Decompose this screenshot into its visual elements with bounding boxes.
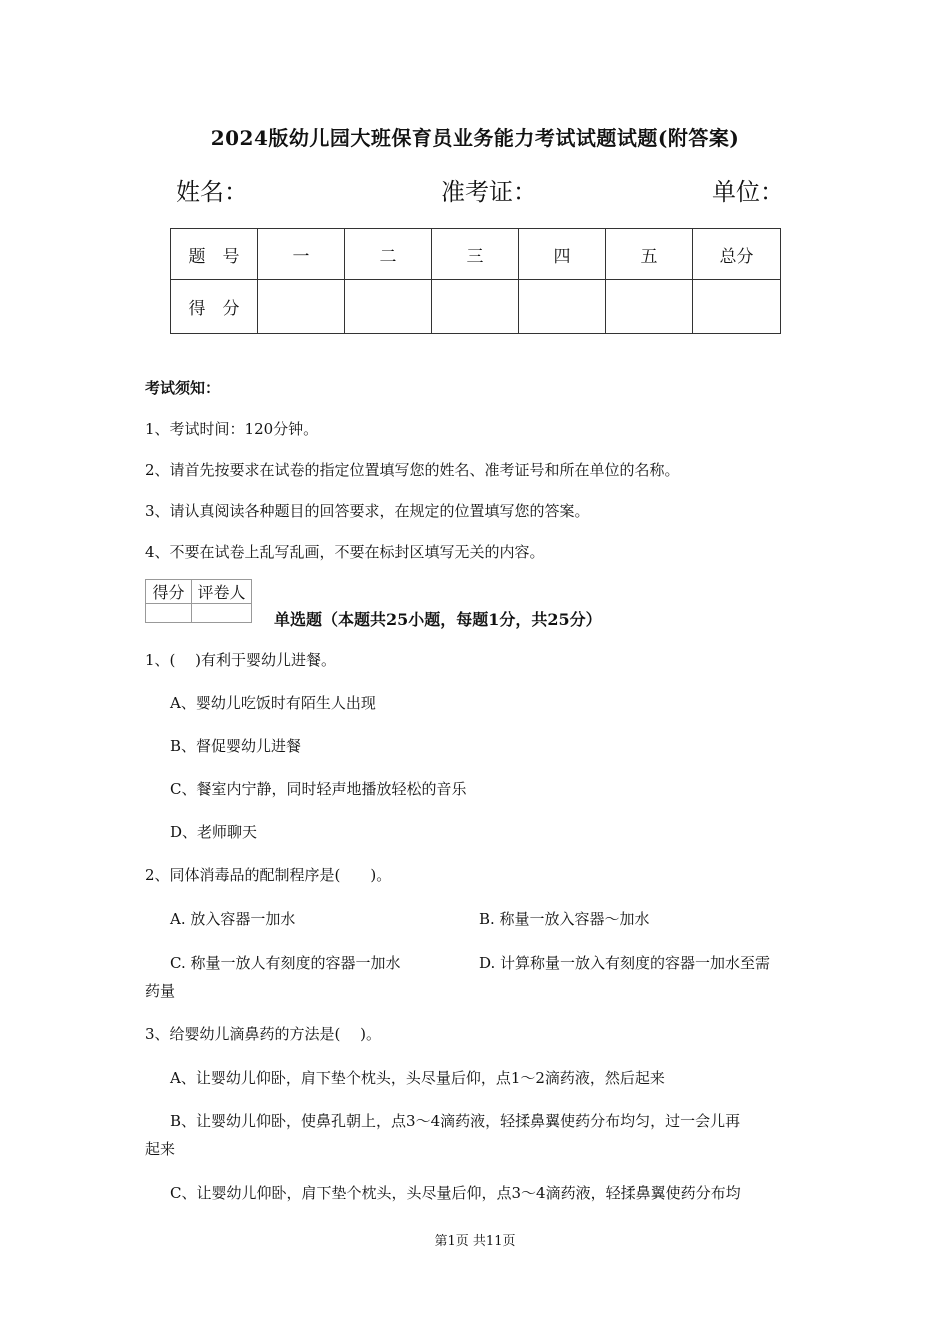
score-row-label: 得 分	[171, 280, 258, 334]
score-cell	[345, 280, 432, 334]
instruction-item: 4、不要在试卷上乱写乱画，不要在标封区填写无关的内容。	[145, 543, 545, 561]
grader-box	[145, 579, 252, 623]
grader-box-score-cell	[146, 604, 192, 623]
section-title: 单选题（本题共25小题，每题1分，共25分）	[274, 610, 602, 629]
score-table-header-cell: 四	[519, 229, 606, 280]
answer-option: A、让婴幼儿仰卧，肩下垫个枕头，头尽量后仰，点1～2滴药液，然后起来	[170, 1069, 665, 1087]
score-table-header-cell: 总分	[693, 229, 781, 280]
score-cell	[258, 280, 345, 334]
question-stem: 2、同体消毒品的配制程序是( )。	[145, 866, 392, 884]
score-cell	[519, 280, 606, 334]
score-table-header-cell: 题 号	[171, 229, 258, 280]
instruction-item: 1、考试时间：120分钟。	[145, 420, 319, 438]
grader-box-score-label: 得分	[146, 580, 192, 604]
document-title: 2024版幼儿园大班保育员业务能力考试试题试题(附答案)	[210, 126, 740, 150]
page-footer: 第1页 共11页	[434, 1234, 516, 1249]
score-table-header-cell: 三	[432, 229, 519, 280]
instruction-item: 3、请认真阅读各种题目的回答要求，在规定的位置填写您的答案。	[145, 502, 590, 520]
answer-option: B、督促婴幼儿进餐	[170, 737, 302, 755]
score-cell	[432, 280, 519, 334]
score-table-header-cell: 五	[606, 229, 693, 280]
score-table-header-cell: 二	[345, 229, 432, 280]
answer-option-continuation: 起来	[145, 1140, 176, 1158]
instruction-item: 2、请首先按要求在试卷的指定位置填写您的姓名、准考证号和所在单位的名称。	[145, 461, 680, 479]
answer-option: C. 称量一放人有刻度的容器一加水	[170, 954, 401, 972]
score-table-header-row	[171, 229, 781, 280]
instructions-heading: 考试须知：	[145, 379, 221, 397]
answer-option: B. 称量一放入容器～加水	[479, 910, 650, 928]
score-cell	[693, 280, 781, 334]
question-stem: 1、( )有利于婴幼儿进餐。	[145, 651, 337, 669]
answer-option: B、让婴幼儿仰卧，使鼻孔朝上，点3～4滴药液，轻揉鼻翼使药分布均匀，过一会儿再	[170, 1112, 741, 1130]
score-cell	[606, 280, 693, 334]
score-table	[170, 228, 781, 334]
question-stem: 3、给婴幼儿滴鼻药的方法是( )。	[145, 1025, 382, 1043]
answer-option: C、让婴幼儿仰卧，肩下垫个枕头，头尽量后仰，点3～4滴药液，轻揉鼻翼使药分布均	[170, 1184, 741, 1202]
score-table-header-cell: 一	[258, 229, 345, 280]
answer-option: D. 计算称量一放入有刻度的容器一加水至需	[479, 954, 771, 972]
grader-box-grader-cell	[192, 604, 252, 623]
score-table-score-row	[171, 280, 781, 334]
grader-box-grader-label: 评卷人	[192, 580, 252, 604]
answer-option: D、老师聊天	[170, 823, 258, 841]
exam-number-field-label: 准考证：	[441, 178, 537, 206]
answer-option: A、婴幼儿吃饭时有陌生人出现	[170, 694, 376, 712]
answer-option: A. 放入容器一加水	[170, 910, 296, 928]
answer-option-continuation: 药量	[145, 982, 176, 1000]
answer-option: C、餐室内宁静，同时轻声地播放轻松的音乐	[170, 780, 467, 798]
name-field-label: 姓名：	[176, 178, 248, 206]
unit-field-label: 单位：	[712, 178, 784, 206]
